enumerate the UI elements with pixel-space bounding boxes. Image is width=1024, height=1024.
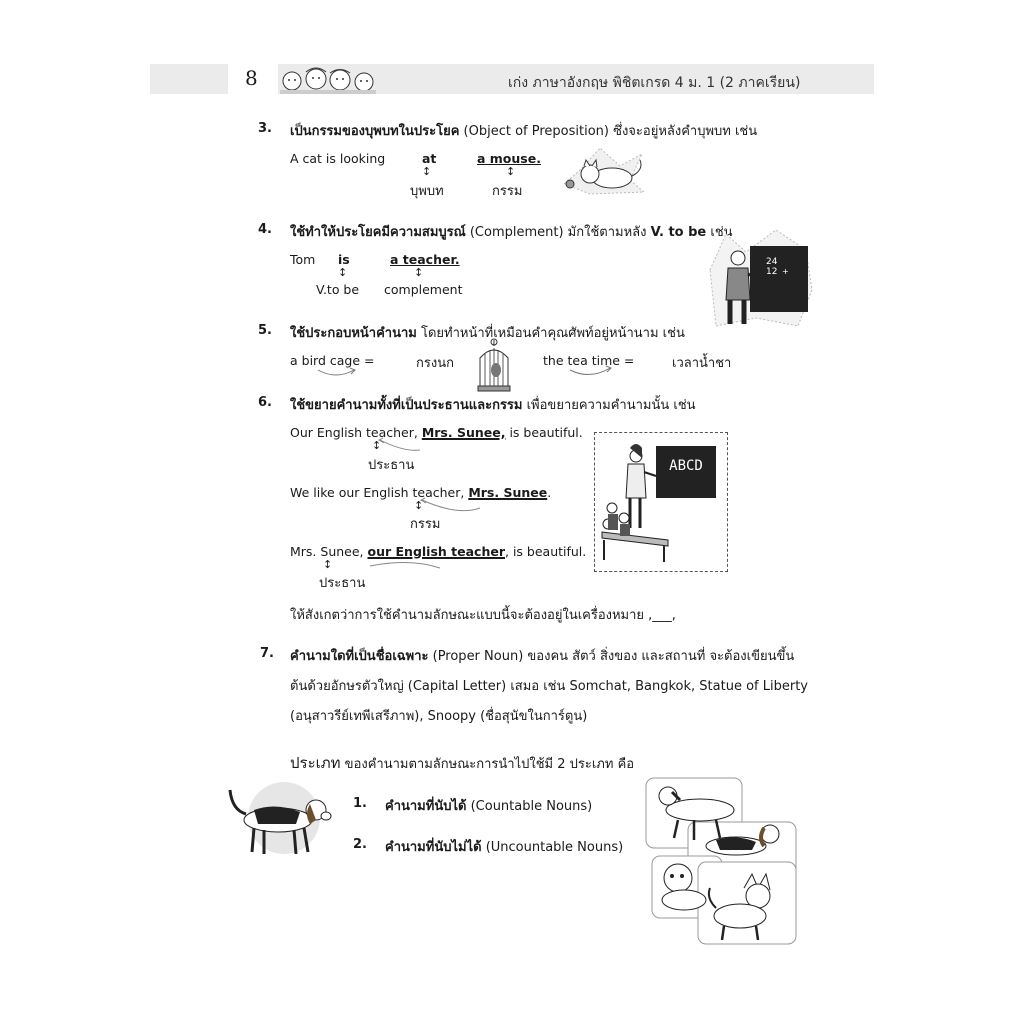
item-3-ex-subject: A cat is looking: [290, 151, 386, 166]
s2-part-a: We like our English teacher,: [290, 485, 469, 500]
item-4-label-complement: complement: [384, 282, 463, 297]
item-5-ex1-thai: กรงนก: [416, 356, 454, 371]
item-6-number: 6.: [258, 395, 272, 410]
cat-mouse-illustration: [560, 140, 646, 196]
item-4-ex-complement: a teacher.: [390, 252, 460, 267]
item-7-line2-a: ต้นด้วยอักษรตัวใหญ่ (Capital Letter) เสมอ เช่น: [290, 679, 570, 694]
item-6-heading: ใช้ขยายคำนามทั้งที่เป็นประธานและกรรม: [290, 398, 523, 413]
s3-part-c: , is beautiful.: [505, 544, 587, 559]
proper-noun-ex1: Somchat,: [569, 679, 631, 694]
item-5-ex2: the tea time =: [543, 353, 635, 368]
item-6-heading-line: [290, 394, 696, 415]
s1-part-a: Our English teacher,: [290, 425, 422, 440]
item-7-line3-a: (อนุสาวรีย์เทพีเสรีภาพ),: [290, 709, 428, 724]
s3-label: ประธาน: [319, 576, 366, 591]
item-3-heading: เป็นกรรมของบุพบทในประโยค: [290, 124, 460, 139]
item-4-rest-a: (Complement) มักใช้ตามหลัง: [465, 225, 651, 240]
blackboard-math-1: 24: [766, 257, 778, 267]
item-4-heading: ใช้ทำให้ประโยคมีความสมบูรณ์: [290, 225, 466, 240]
item-7-line-2: [290, 675, 808, 696]
updown-arrow: ↕: [506, 165, 516, 178]
type-2-rest: (Uncountable Nouns): [481, 840, 624, 855]
item-4-label-verb: V.to be: [316, 282, 360, 297]
updown-arrow: ↕: [422, 165, 432, 178]
type-2-number: 2.: [353, 837, 367, 852]
updown-arrow: ↕: [323, 558, 333, 571]
item-4-ex-subject: Tom: [290, 252, 316, 267]
item-3-ex-object: a mouse.: [477, 151, 541, 166]
s3-part-a: Mrs. Sunee,: [290, 544, 368, 559]
proper-noun-ex3: Statue of Liberty: [699, 679, 808, 694]
item-4-rest-c: เช่น: [706, 225, 733, 240]
s1-label: ประธาน: [368, 458, 415, 473]
s2-label: กรรม: [410, 517, 441, 532]
proper-noun-ex2: Bangkok,: [635, 679, 696, 694]
type-1-number: 1.: [353, 796, 367, 811]
updown-arrow: ↕: [372, 439, 382, 452]
item-3-ex-prep: at: [422, 151, 437, 166]
types-rest: ของคำนามตามลักษณะการนำไปใช้มี 2 ประเภท คือ: [340, 757, 635, 772]
types-line: [290, 751, 634, 775]
item-4-number: 4.: [258, 222, 272, 237]
s3-appositive: our English teacher: [367, 544, 505, 559]
type-1-bold: คำนามที่นับได้: [385, 799, 467, 814]
item-7-line3-b: (ชื่อสุนัขในการ์ตูน): [475, 709, 588, 724]
classroom-illustration: [598, 436, 722, 566]
item-3-heading-line: [290, 120, 757, 141]
type-2-line: [385, 836, 623, 857]
item-3-label-prep: บุพบท: [410, 184, 444, 199]
item-6-note: ให้สังเกตว่าการใช้คำนามลักษณะแบบนี้จะต้องอยู่ในเครื่องหมาย ,___,: [290, 608, 676, 623]
kids-faces-illustration: [278, 66, 378, 94]
item-3-number: 3.: [258, 121, 272, 136]
types-heading: ประเภท: [290, 754, 341, 772]
blackboard-letters: ABCD: [669, 458, 703, 474]
appositive-arrows: [367, 428, 570, 568]
item-6-rest: เพื่อขยายความคำนามนั้น เช่น: [522, 398, 696, 413]
beagle-illustration: [224, 780, 336, 858]
updown-arrow: ↕: [338, 266, 348, 279]
item-7-line1-rest: (Proper Noun) ของคน สัตว์ สิ่งของ และสถานที่ จะต้องเขียนขึ้น: [428, 649, 795, 664]
item-5-ex1: a bird cage =: [290, 353, 375, 368]
s2-part-c: .: [547, 485, 552, 500]
type-2-bold: คำนามที่นับไม่ได้: [385, 840, 482, 855]
teacher-blackboard-illustration: [706, 230, 814, 330]
item-3-label-object: กรรม: [492, 184, 523, 199]
item-7-line-1: [290, 645, 794, 666]
item-5-rest: โดยทำหน้าที่เหมือนคำคุณศัพท์อยู่หน้านาม เช่น: [416, 326, 685, 341]
item-3-rest: (Object of Preposition) ซึ่งจะอยู่หลังคำบุพบท เช่น: [459, 124, 758, 139]
proper-noun-ex4: Snoopy: [427, 709, 476, 724]
running-title: เก่ง ภาษาอังกฤษ พิชิตเกรด 4 ม. 1 (2 ภาคเรียน): [508, 75, 801, 91]
type-1-rest: (Countable Nouns): [466, 799, 593, 814]
item-4-ex-verb: is: [338, 252, 350, 267]
item-4-heading-line: [290, 221, 733, 242]
modifier-arrows: [300, 362, 640, 382]
s2-appositive: Mrs. Sunee: [468, 485, 548, 500]
item-5-heading: ใช้ประกอบหน้าคำนาม: [290, 326, 417, 341]
updown-arrow: ↕: [414, 499, 424, 512]
blackboard-math-2: 12: [766, 267, 778, 277]
updown-arrow: ↕: [414, 266, 424, 279]
dogs-collage-illustration: [644, 776, 800, 948]
type-1-line: [385, 795, 592, 816]
item-4-rest-b: V. to be: [650, 225, 707, 240]
item-7-number: 7.: [260, 646, 274, 661]
item-5-number: 5.: [258, 323, 272, 338]
item-5-ex2-thai: เวลาน้ำชา: [672, 356, 732, 371]
item-7-line-3: [290, 705, 587, 726]
s1-part-c: is beautiful.: [505, 425, 583, 440]
blackboard-math-3: +: [782, 267, 789, 276]
item-7-heading: คำนามใดที่เป็นชื่อเฉพาะ: [290, 649, 429, 664]
page-number: 8: [245, 66, 258, 90]
s1-appositive: Mrs. Sunee,: [421, 425, 506, 440]
